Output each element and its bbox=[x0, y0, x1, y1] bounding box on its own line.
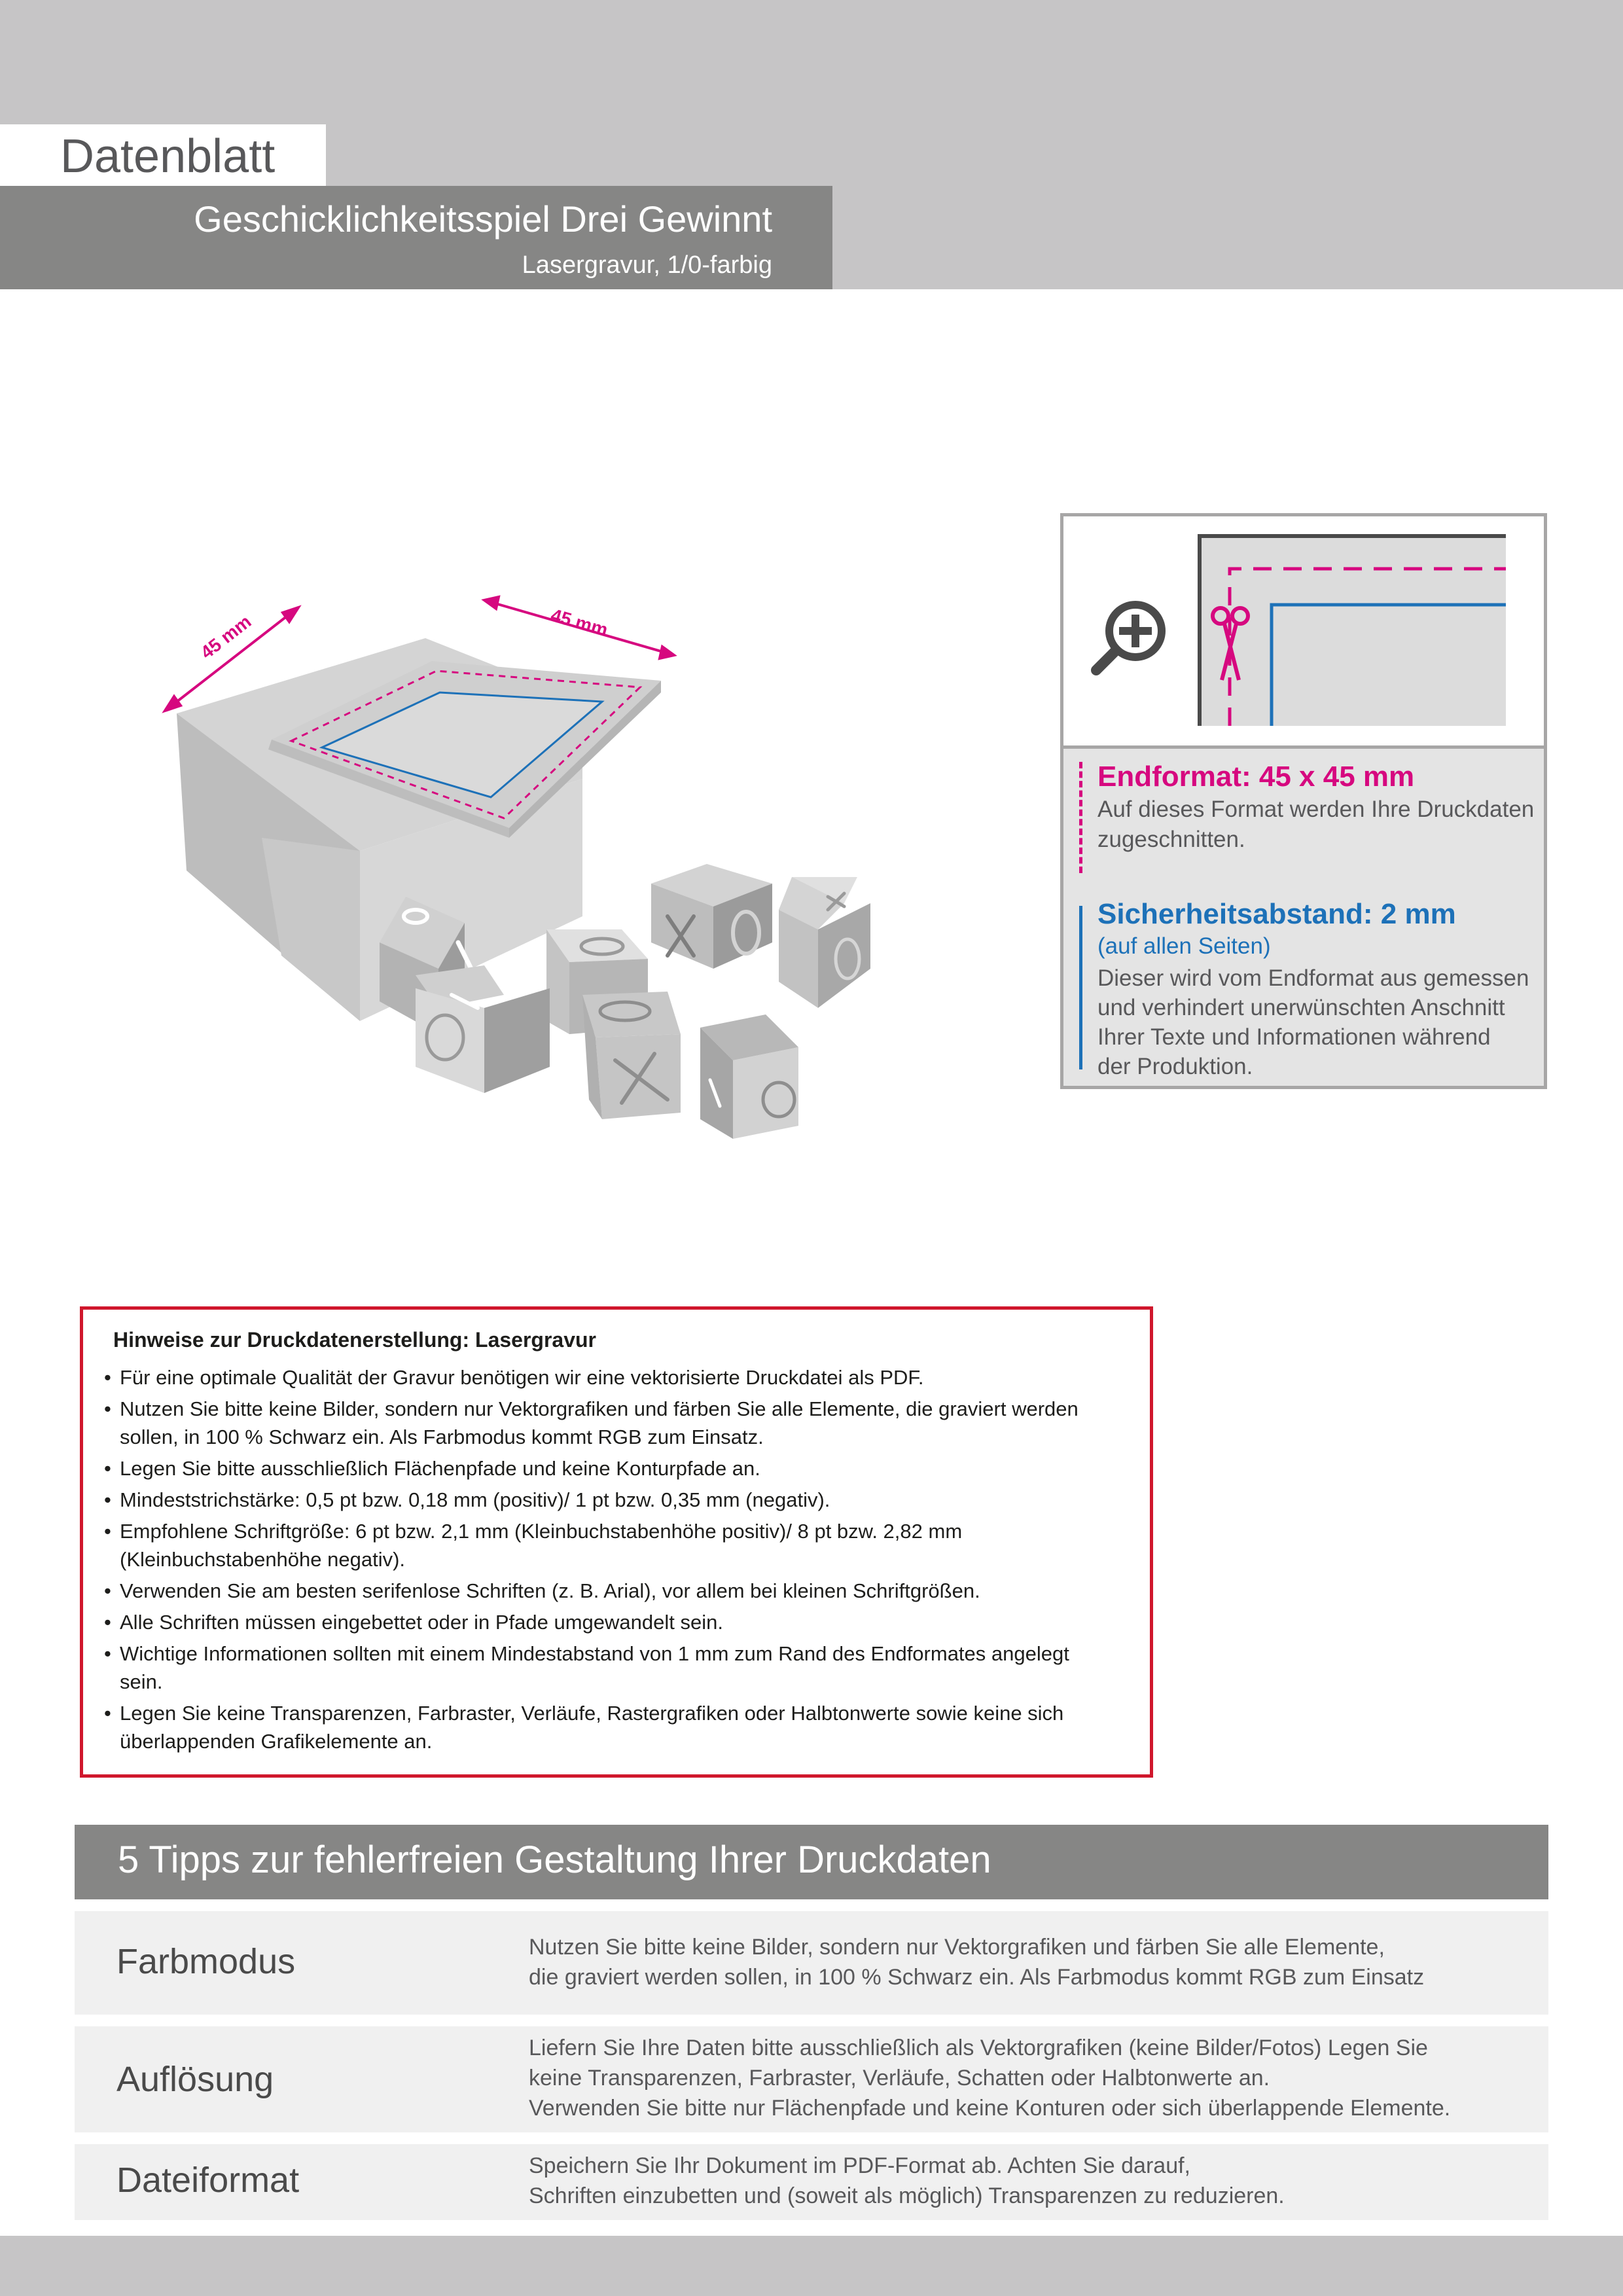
guideline-item: • Wichtige Informationen sollten mit einem Mindestabstand von 1 mm zum Rand des Endformates angelegt sein. bbox=[104, 1640, 1138, 1696]
product-bar bbox=[0, 186, 832, 289]
print-method: Lasergravur, 1/0-farbig bbox=[522, 251, 772, 279]
product-name: Geschicklichkeitsspiel Drei Gewinnt bbox=[194, 198, 772, 240]
tip-row-farbmodus bbox=[75, 1911, 1548, 2015]
guideline-item: • Alle Schriften müssen eingebettet oder in Pfade umgewandelt sein. bbox=[104, 1608, 1138, 1636]
print-guidelines-box bbox=[80, 1306, 1153, 1778]
safety-text-line: und verhindert unerwünschten Anschnitt bbox=[1097, 995, 1505, 1020]
tips-header bbox=[75, 1825, 1548, 1899]
page-title: Datenblatt bbox=[60, 130, 276, 183]
format-zoom-detail bbox=[1063, 516, 1544, 745]
guideline-item: • Legen Sie keine Transparenzen, Farbraster, Verläufe, Rastergrafiken oder Halbtonwerte sowie keine sich überlappenden Grafikelemente an. bbox=[104, 1699, 1138, 1755]
endformat-heading: Endformat: 45 x 45 mm bbox=[1097, 761, 1415, 793]
guideline-item: • Für eine optimale Qualität der Gravur benötigen wir eine vektorisierte Druckdatei als PDF. bbox=[104, 1363, 1138, 1391]
tip-description: Liefern Sie Ihre Daten bitte ausschließlich als Vektorgrafiken (keine Bilder/Fotos) Legen Sie keine Transparenzen, Farbraster, Verläufe, Schatten oder Halbtonwerte an. Verwenden Sie bitte nur Flächenpfade und keine Konturen oder sich überlappende Elemente. bbox=[529, 2036, 1451, 2121]
safety-heading: Sicherheitsabstand: 2 mm bbox=[1097, 898, 1456, 930]
guideline-item: • Verwenden Sie am besten serifenlose Schriften (z. B. Arial), vor allem bei kleinen Schriftgrößen. bbox=[104, 1577, 1138, 1605]
guideline-item: • Empfohlene Schriftgröße: 6 pt bzw. 2,1 mm (Kleinbuchstabenhöhe positiv)/ 8 pt bzw. 2,82 mm (Kleinbuchstabenhöhe negativ). bbox=[104, 1517, 1138, 1573]
format-info-text bbox=[1063, 745, 1544, 1086]
dimension-label-right: 45 mm bbox=[548, 604, 611, 641]
tip-row-dateiformat bbox=[75, 2144, 1548, 2220]
guideline-item: • Nutzen Sie bitte keine Bilder, sondern nur Vektorgrafiken und färben Sie alle Elemente, die graviert werden sollen, in 100 % Schwarz ein. Als Farbmodus kommt RGB zum Einsatz. bbox=[104, 1395, 1138, 1451]
safety-indicator bbox=[1079, 906, 1082, 1069]
zoom-in-icon bbox=[1096, 605, 1162, 670]
safety-subheading: (auf allen Seiten) bbox=[1097, 933, 1271, 959]
tips-heading: 5 Tipps zur fehlerfreien Gestaltung Ihrer Druckdaten bbox=[118, 1839, 991, 1881]
tip-description: Nutzen Sie bitte keine Bilder, sondern nur Vektorgrafiken und färben Sie alle Elemente, die graviert werden sollen, in 100 % Schwarz ein. Als Farbmodus kommt RGB zum Einsatz bbox=[529, 1935, 1425, 1990]
tip-label: Farbmodus bbox=[116, 1942, 296, 1981]
guidelines-title: Hinweise zur Druckdatenerstellung: Lasergravur bbox=[113, 1328, 596, 1352]
product-illustration bbox=[151, 576, 949, 1178]
safety-text-line: Dieser wird vom Endformat aus gemessen bbox=[1097, 965, 1529, 991]
guidelines-list bbox=[104, 1363, 1138, 1759]
tip-label: Dateiformat bbox=[116, 2161, 300, 2200]
format-info-box bbox=[1060, 513, 1547, 1089]
title-tab bbox=[0, 124, 326, 186]
trim-indicator bbox=[1079, 762, 1082, 873]
dimension-label-left: 45 mm bbox=[196, 611, 255, 663]
endformat-text-line: Auf dieses Format werden Ihre Druckdaten bbox=[1097, 797, 1535, 822]
guideline-item: • Legen Sie bitte ausschließlich Flächenpfade und keine Konturpfade an. bbox=[104, 1454, 1138, 1482]
safety-text-line: der Produktion. bbox=[1097, 1054, 1253, 1079]
tip-label: Auflösung bbox=[116, 2060, 274, 2099]
tip-row-aufloesung bbox=[75, 2026, 1548, 2132]
tip-description: Speichern Sie Ihr Dokument im PDF-Format ab. Achten Sie darauf, Schriften einzubetten und (soweit als möglich) Transparenzen zu reduzieren. bbox=[529, 2153, 1285, 2208]
footer-band bbox=[0, 2236, 1623, 2296]
guideline-item: • Mindeststrichstärke: 0,5 pt bzw. 0,18 mm (positiv)/ 1 pt bzw. 0,35 mm (negativ). bbox=[104, 1486, 1138, 1514]
endformat-text-line: zugeschnitten. bbox=[1097, 827, 1245, 852]
safety-text-line: Ihrer Texte und Informationen während bbox=[1097, 1024, 1491, 1050]
